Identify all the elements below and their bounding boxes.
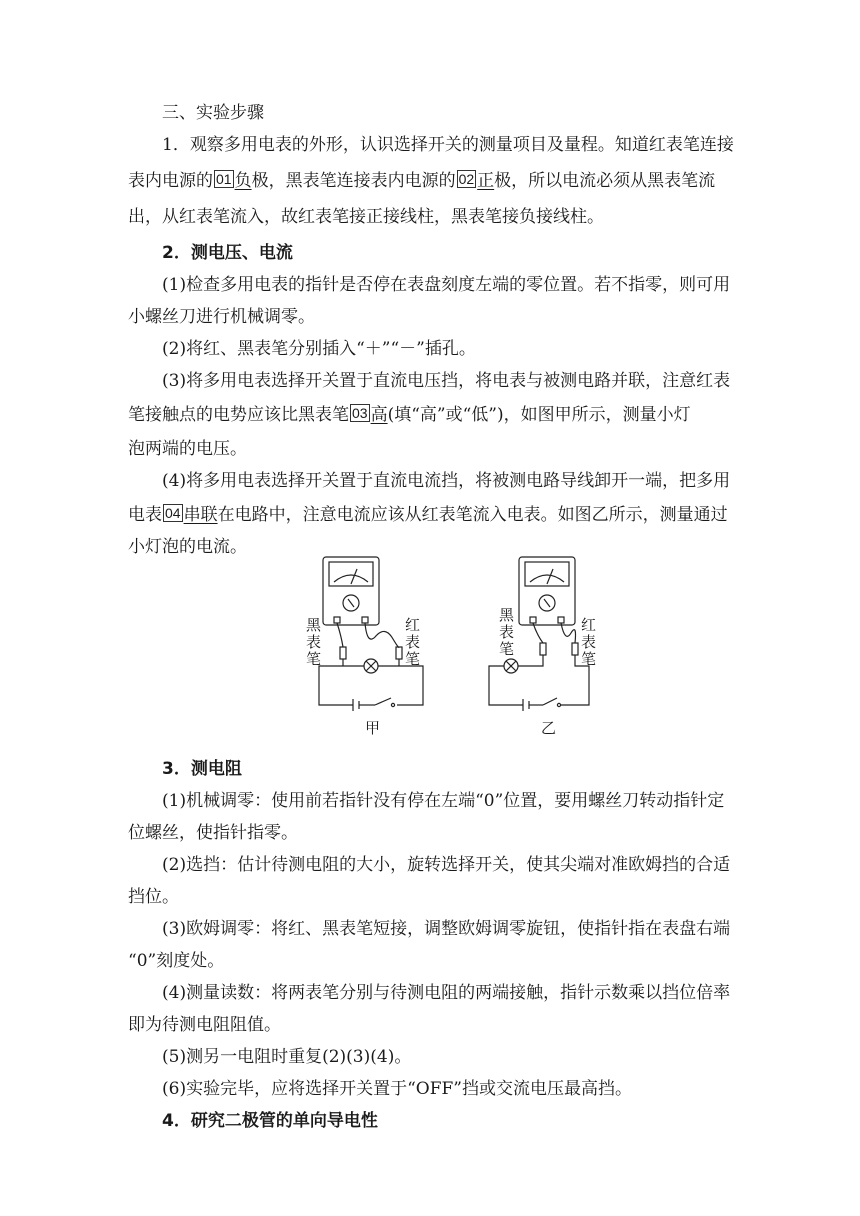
answer-01: 负: [234, 171, 252, 191]
figure-voltage-measurement: [305, 555, 440, 740]
step2-p4-line3: 小灯泡的电流。: [128, 537, 247, 557]
step2-p3-line2: [128, 400, 691, 430]
step2-p3-line3: 泡两端的电压。: [128, 439, 247, 459]
step3-p4-line1: (4)测量读数：将两表笔分别与待测电阻的两端接触，指针示数乘以挡位倍率: [162, 983, 731, 1003]
step3-title: 3．测电阻: [162, 759, 242, 779]
step2-p1-line1: (1)检查多用电表的指针是否停在表盘刻度左端的零位置。若不指零，则可用: [162, 275, 731, 295]
answer-04: 串联: [183, 505, 218, 525]
step3-p5: (5)测另一电阻时重复(2)(3)(4)。: [162, 1047, 412, 1067]
step1-line1: 1．观察多用电表的外形，认识选择开关的测量项目及量程。知道红表笔连接: [162, 135, 734, 155]
step4-title: 4．研究二极管的单向导电性: [162, 1111, 378, 1131]
text: 笔接触点的电势应该比黑表笔: [128, 405, 349, 425]
text: 极，所以电流必须从黑表笔流: [494, 171, 716, 191]
step3-p1-line1: (1)机械调零：使用前若指针没有停在左端“0”位置，要用螺丝刀转动指针定: [162, 791, 725, 811]
step3-p4-line2: 即为待测电阻阻值。: [128, 1015, 281, 1035]
step1-line2: [128, 166, 715, 196]
figure-current-measurement: [485, 555, 620, 740]
blank-number-04: 04: [165, 505, 181, 521]
text: 极，黑表笔连接表内电源的: [251, 171, 456, 191]
text: 在电路中，注意电流应该从红表笔流入电表。如图乙所示，测量通过: [217, 505, 728, 525]
step3-p3-line2: “0”刻度处。: [128, 951, 225, 971]
blank-number-03: 03: [352, 405, 368, 421]
figure-caption-jia: 甲: [365, 719, 381, 737]
step1-line3: 出，从红表笔流入，故红表笔接正接线柱，黑表笔接负接线柱。: [128, 207, 604, 227]
step3-p2-line1: (2)选挡：估计待测电阻的大小，旋转选择开关，使其尖端对准欧姆挡的合适: [162, 855, 731, 875]
step2-p4-line1: (4)将多用电表选择开关置于直流电流挡，将被测电路导线卸开一端，把多用: [162, 471, 731, 491]
figure-caption-yi: 乙: [541, 719, 557, 737]
text: 电表: [128, 505, 162, 525]
section-heading: 三、实验步骤: [162, 103, 264, 123]
red-probe-label: 红表笔: [580, 616, 596, 668]
black-probe-label: 黑表笔: [498, 606, 514, 658]
step2-p3-line1: (3)将多用电表选择开关置于直流电压挡，将电表与被测电路并联，注意红表: [162, 371, 731, 391]
text: (填“高”或“低”)，如图甲所示，测量小灯: [387, 405, 691, 425]
circuit-figures: [305, 555, 605, 740]
step2-p4-line2: [128, 500, 728, 530]
blank-number-01: 01: [216, 171, 232, 187]
answer-02: 正: [477, 171, 495, 191]
step3-p2-line2: 挡位。: [128, 887, 179, 907]
text: 表内电源的: [128, 171, 213, 191]
black-probe-label: 黑表笔: [305, 616, 321, 668]
answer-03: 高: [370, 405, 388, 425]
step3-p3-line1: (3)欧姆调零：将红、黑表笔短接，调整欧姆调零旋钮，使指针指在表盘右端: [162, 919, 731, 939]
blank-number-02: 02: [458, 171, 475, 187]
red-probe-label: 红表笔: [404, 616, 420, 668]
step3-p6: (6)实验完毕，应将选择开关置于“OFF”挡或交流电压最高挡。: [162, 1079, 632, 1099]
step2-title: 2．测电压、电流: [162, 243, 293, 263]
step2-p2: (2)将红、黑表笔分别插入“＋”“－”插孔。: [162, 339, 476, 359]
step2-p1-line2: 小螺丝刀进行机械调零。: [128, 307, 315, 327]
step3-p1-line2: 位螺丝，使指针指零。: [128, 823, 298, 843]
